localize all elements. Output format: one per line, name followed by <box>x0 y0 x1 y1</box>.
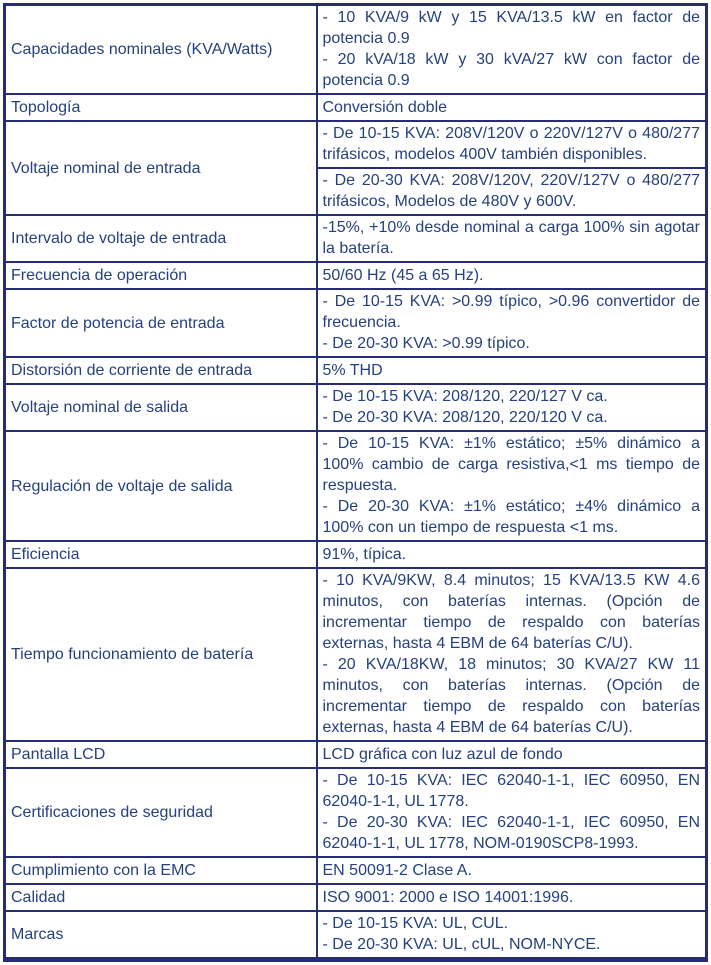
spec-value-line: - De 20-30 KVA: 208/120, 220/120 V ca. <box>322 409 608 426</box>
spec-value-line: 91%, típica. <box>322 545 407 563</box>
spec-value <box>317 94 707 121</box>
spec-value <box>317 121 707 168</box>
table-row <box>5 431 707 541</box>
table-row <box>5 541 707 568</box>
spec-value <box>317 911 707 960</box>
spec-value <box>317 5 707 95</box>
spec-value-line: - De 20-30 KVA: >0.99 típico. <box>322 335 530 352</box>
spec-label: Voltaje nominal de salida <box>5 384 317 431</box>
spec-value <box>317 168 707 215</box>
spec-value <box>317 262 707 289</box>
spec-value <box>317 741 707 768</box>
spec-value-line: - De 20-30 KVA: UL, cUL, NOM-NYCE. <box>322 936 601 953</box>
spec-label: Marcas <box>5 911 317 960</box>
spec-table <box>3 3 708 962</box>
spec-label: Capacidades nominales (KVA/Watts) <box>5 5 317 95</box>
spec-value-line: - De 20-30 KVA: 208V/120V, 220V/127V o 480/277 trifásicos, Modelos de 480V y 600V. <box>322 172 700 210</box>
spec-label: Certificaciones de seguridad <box>5 768 317 857</box>
spec-value <box>317 857 707 884</box>
spec-value-line: - De 10-15 KVA: IEC 62040-1-1, IEC 60950, EN 62040-1-1, UL 1778. <box>322 772 700 810</box>
spec-label: Cumplimiento con la EMC <box>5 857 317 884</box>
spec-value <box>317 431 707 541</box>
spec-label: Calidad <box>5 884 317 911</box>
table-row <box>5 911 707 960</box>
table-row <box>5 289 707 357</box>
table-row <box>5 384 707 431</box>
spec-value-line: LCD gráfica con luz azul de fondo <box>322 745 563 763</box>
spec-label: Tiempo funcionamiento de batería <box>5 568 317 741</box>
spec-value <box>317 884 707 911</box>
spec-value-line: EN 50091-2 Clase A. <box>322 861 472 879</box>
spec-value-line: Conversión doble <box>322 98 448 116</box>
spec-value-line: - De 10-15 KVA: UL, CUL. <box>322 915 509 932</box>
spec-value <box>317 289 707 357</box>
spec-label: Intervalo de voltaje de entrada <box>5 215 317 262</box>
spec-label: Topología <box>5 94 317 121</box>
spec-table-body <box>5 5 707 960</box>
spec-value <box>317 357 707 384</box>
spec-value <box>317 541 707 568</box>
table-row <box>5 262 707 289</box>
spec-value-line: ISO 9001: 2000 e ISO 14001:1996. <box>322 888 574 906</box>
spec-value-line: - 20 kVA/18 kW y 30 kVA/27 kW con factor de potencia 0.9 <box>322 51 700 89</box>
spec-value-line: - De 20-30 KVA: IEC 62040-1-1, IEC 60950, EN 62040-1-1, UL 1778, NOM-0190SCP8-1993. <box>322 814 700 852</box>
spec-value-line: - 20 KVA/18KW, 18 minutos; 30 KVA/27 KW 11 minutos, con baterías internas. (Opción de incrementar tiempo de respaldo con baterías externas, hasta 4 EBM de 64 baterías C/U). <box>322 656 700 736</box>
spec-value-line: - 10 KVA/9KW, 8.4 minutos; 15 KVA/13.5 KW 4.6 minutos, con baterías internas. (Opción de incrementar tiempo de respaldo con baterías externas, hasta 4 EBM de 64 baterías C/U). <box>322 572 700 652</box>
spec-label: Pantalla LCD <box>5 741 317 768</box>
table-row <box>5 741 707 768</box>
table-row <box>5 215 707 262</box>
spec-label: Distorsión de corriente de entrada <box>5 357 317 384</box>
spec-label: Factor de potencia de entrada <box>5 289 317 357</box>
spec-value <box>317 568 707 741</box>
table-row <box>5 121 707 168</box>
spec-value-line: - De 10-15 KVA: 208/120, 220/127 V ca. <box>322 388 608 405</box>
spec-value-line: - De 20-30 KVA: ±1% estático; ±4% dinámico a 100% con un tiempo de respuesta <1 ms. <box>322 498 700 536</box>
spec-value-line: 50/60 Hz (45 a 65 Hz). <box>322 266 484 284</box>
spec-value-line: - De 10-15 KVA: ±1% estático; ±5% dinámico a 100% cambio de carga resistiva,<1 ms tiempo de respuesta. <box>322 435 700 494</box>
table-row <box>5 884 707 911</box>
spec-value-line: 5% THD <box>322 361 383 379</box>
spec-value <box>317 768 707 857</box>
table-row <box>5 568 707 741</box>
spec-value-line: - De 10-15 KVA: >0.99 típico, >0.96 convertidor de frecuencia. <box>322 293 700 331</box>
spec-value <box>317 384 707 431</box>
spec-label: Eficiencia <box>5 541 317 568</box>
spec-label: Frecuencia de operación <box>5 262 317 289</box>
spec-value-line: -15%, +10% desde nominal a carga 100% sin agotar la batería. <box>322 219 700 257</box>
spec-value <box>317 215 707 262</box>
spec-value-line: - De 10-15 KVA: 208V/120V o 220V/127V o 480/277 trifásicos, modelos 400V también disponibles. <box>322 125 700 163</box>
spec-value-line: - 10 KVA/9 kW y 15 KVA/13.5 kW en factor de potencia 0.9 <box>322 9 700 47</box>
table-row <box>5 357 707 384</box>
table-row <box>5 5 707 95</box>
table-row <box>5 94 707 121</box>
table-row <box>5 768 707 857</box>
table-row <box>5 857 707 884</box>
spec-label: Regulación de voltaje de salida <box>5 431 317 541</box>
spec-label: Voltaje nominal de entrada <box>5 121 317 215</box>
